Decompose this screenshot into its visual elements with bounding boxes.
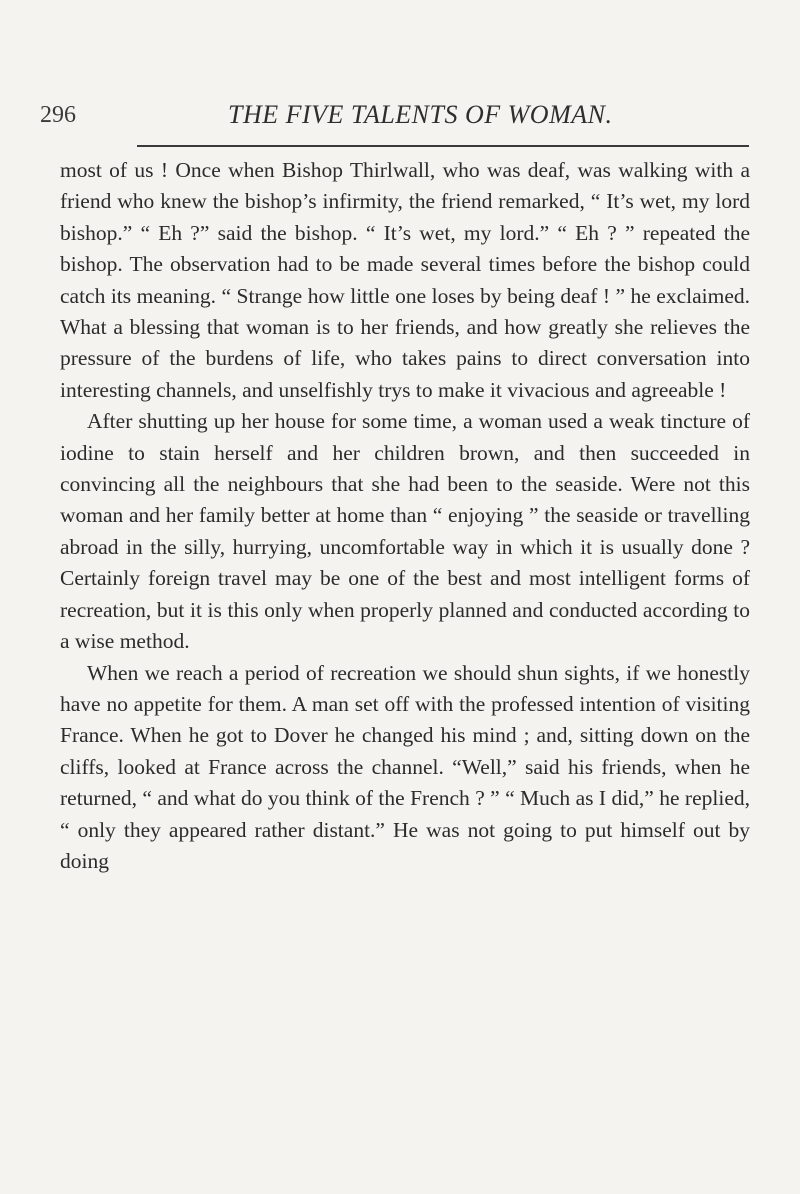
paragraph: When we reach a period of recreation we should shun sights, if we honestly have no appetite for them. A man set off with the professed intention of visiting France. When he got to Dover he changed his mind ; and, sitting down on the cliffs, looked at France across the channel. “Well,” said his friends, when he returned, “ and what do you think of the French ? ” “ Much as I did,” he replied, “ only they appeared rather distant.” He was not going to put himself out by doing: [60, 660, 750, 873]
body-text: [60, 155, 750, 877]
header-rule: [137, 145, 749, 147]
book-title: THE FIVE TALENTS OF WOMAN.: [228, 100, 613, 129]
page-number: 296: [40, 102, 76, 128]
paragraph: After shutting up her house for some time, a woman used a weak tincture of iodine to stain herself and her children brown, and then succeeded in convincing all the neighbours that she had been to the seaside. Were not this woman and her family better at home than “ enjoying ” the seaside or travelling abroad in the silly, hurrying, uncomfortable way in which it is usually done ? Certainly foreign travel may be one of the best and most intelligent forms of recreation, but it is this only when properly planned and conducted according to a wise method.: [60, 409, 750, 654]
running-head: [40, 100, 760, 134]
paragraph: most of us ! Once when Bishop Thirlwall, who was deaf, was walking with a friend who knew the bishop’s infirmity, the friend remarked, “ It’s wet, my lord bishop.” “ Eh ?” said the bishop. “ It’s wet, my lord.” “ Eh ? ” repeated the bishop. The observation had to be made several times before the bishop could catch its meaning. “ Strange how little one loses by being deaf ! ” he exclaimed. What a blessing that woman is to her friends, and how greatly she relieves the pressure of the burdens of life, who takes pains to direct conversation into interesting channels, and unselfishly trys to make it vivacious and agreeable !: [60, 158, 750, 402]
